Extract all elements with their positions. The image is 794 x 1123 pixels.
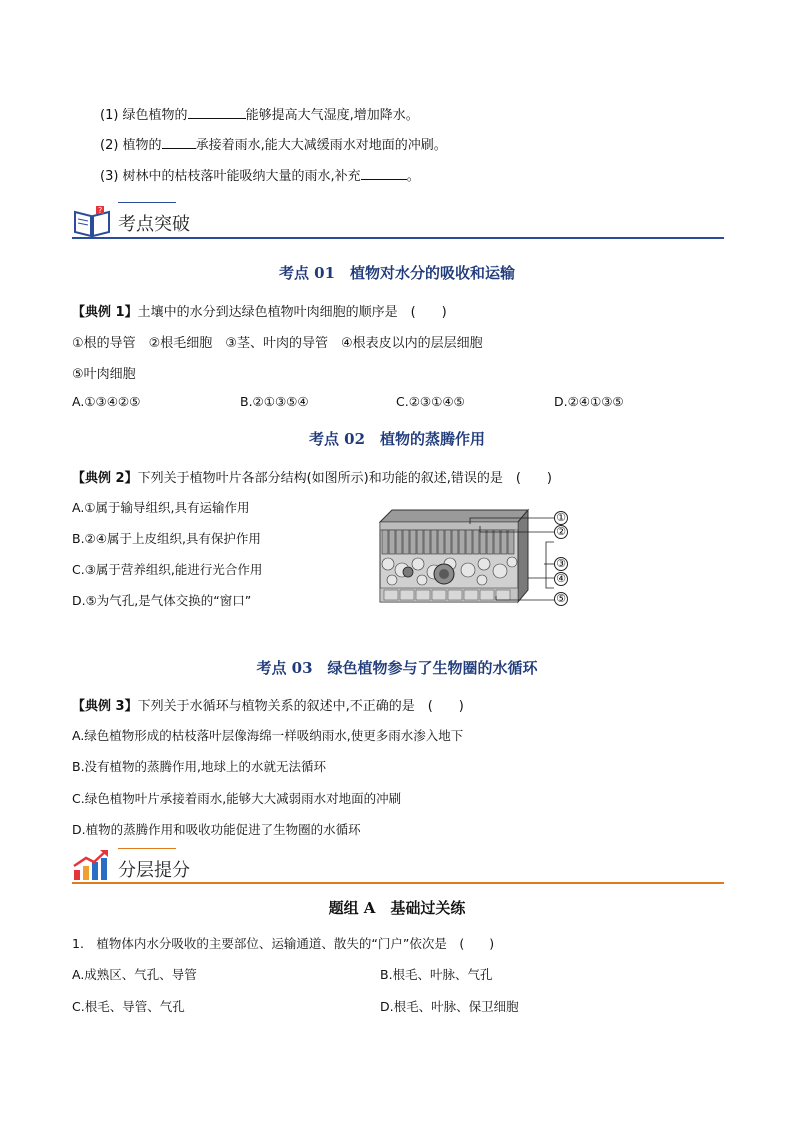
kp2-option-a: A.①属于输导组织,具有运输作用 xyxy=(72,500,250,515)
header-top-rule xyxy=(118,202,176,203)
group-a-q1-option-c: C.根毛、导管、气孔 xyxy=(72,999,185,1014)
header-top-rule xyxy=(118,848,176,849)
figure-label-5: ⑤ xyxy=(554,592,568,606)
kp3-option-a: A.绿色植物形成的枯枝落叶层像海绵一样吸纳雨水,使更多雨水渗入地下 xyxy=(72,728,464,743)
book-icon xyxy=(72,204,112,238)
section-header-kaodian xyxy=(72,200,724,240)
group-a-q1-stem: 1. 植物体内水分吸收的主要部位、运输通道、散失的“门户”依次是 ( ) xyxy=(72,936,495,951)
answer-blank xyxy=(162,136,196,149)
figure-label-1: ① xyxy=(554,511,568,525)
group-a-q1-option-d: D.根毛、叶脉、保卫细胞 xyxy=(380,999,519,1014)
kp1-stem: 【典例 1】土壤中的水分到达绿色植物叶肉细胞的顺序是 ( ) xyxy=(72,305,447,320)
kp1-option-c: C.②③①④⑤ xyxy=(396,394,465,409)
answer-blank xyxy=(361,167,407,180)
growth-chart-icon xyxy=(72,848,112,882)
intro-q1: (1) 绿色植物的 能够提高大气湿度,增加降水。 xyxy=(100,108,419,123)
group-a-q1-option-a: A.成熟区、气孔、导管 xyxy=(72,967,197,982)
kp1-items-1: ①根的导管 ②根毛细胞 ③茎、叶肉的导管 ④根表皮以内的层层细胞 xyxy=(72,336,483,351)
kp2-stem: 【典例 2】下列关于植物叶片各部分结构(如图所示)和功能的叙述,错误的是 ( ) xyxy=(72,471,552,486)
kp2-option-c: C.③属于营养组织,能进行光合作用 xyxy=(72,562,263,577)
section-title: 分层提分 xyxy=(118,860,190,881)
kp3-stem: 【典例 3】下列关于水循环与植物关系的叙述中,不正确的是 ( ) xyxy=(72,699,464,714)
section-title: 考点突破 xyxy=(118,214,190,235)
kp1-option-d: D.②④①③⑤ xyxy=(554,394,624,409)
header-rule xyxy=(72,237,724,239)
group-a-q1-option-b: B.根毛、叶脉、气孔 xyxy=(380,967,493,982)
leaf-cross-section-figure xyxy=(378,508,570,608)
answer-blank xyxy=(188,106,246,119)
intro-q2: (2) 植物的 承接着雨水,能大大减缓雨水对地面的冲刷。 xyxy=(100,138,447,153)
leaf-diagram xyxy=(378,508,570,608)
kp3-option-c: C.绿色植物叶片承接着雨水,能够大大减弱雨水对地面的冲刷 xyxy=(72,791,402,806)
kp3-title: 考点 03 绿色植物参与了生物圈的水循环 xyxy=(256,659,538,677)
figure-label-4: ④ xyxy=(554,572,568,586)
kp1-option-a: A.①③④②⑤ xyxy=(72,394,141,409)
header-rule xyxy=(72,882,724,884)
group-a-title: 题组 A 基础过关练 xyxy=(328,899,466,917)
kp2-title: 考点 02 植物的蒸腾作用 xyxy=(308,430,486,448)
section-header-fenceng xyxy=(72,846,724,886)
kp1-items-2: ⑤叶肉细胞 xyxy=(72,367,136,382)
figure-label-3: ③ xyxy=(554,557,568,571)
kp3-option-d: D.植物的蒸腾作用和吸收功能促进了生物圈的水循环 xyxy=(72,822,361,837)
kp3-option-b: B.没有植物的蒸腾作用,地球上的水就无法循环 xyxy=(72,759,327,774)
kp1-title: 考点 01 植物对水分的吸收和运输 xyxy=(278,264,516,282)
kp1-option-b: B.②①③⑤④ xyxy=(240,394,309,409)
figure-label-2: ② xyxy=(554,525,568,539)
intro-q3: (3) 树林中的枯枝落叶能吸纳大量的雨水,补充 。 xyxy=(100,169,420,184)
kp2-option-d: D.⑤为气孔,是气体交换的“窗口” xyxy=(72,593,252,608)
svg-text:?: ? xyxy=(98,206,103,215)
kp2-option-b: B.②④属于上皮组织,具有保护作用 xyxy=(72,531,261,546)
